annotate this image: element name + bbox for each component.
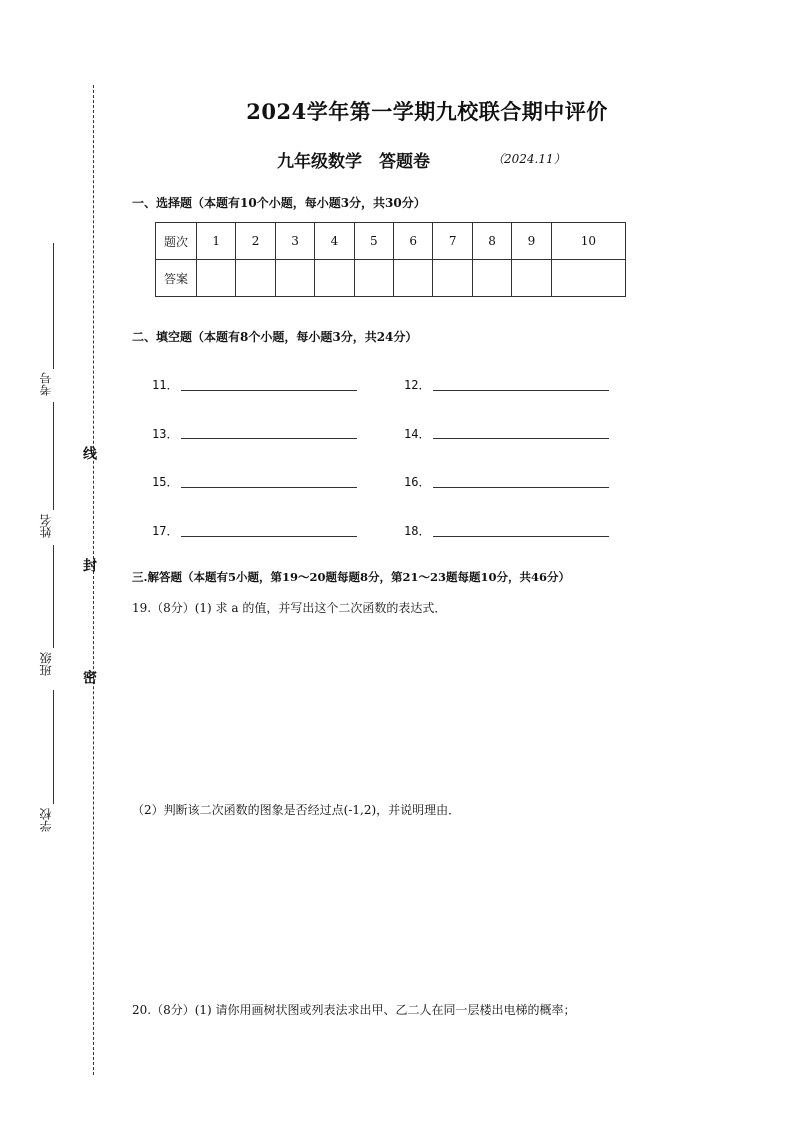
blank-label-14: 14． <box>404 427 431 441</box>
question-number-cell: 4 <box>315 223 354 260</box>
answer-cell[interactable] <box>315 260 354 297</box>
answer-cell[interactable] <box>275 260 314 297</box>
question-19-part-1: 19.（8分）(1) 求 a 的值，并写出这个二次函数的表达式． <box>132 601 447 615</box>
answer-area-20-1[interactable] <box>132 1020 652 1100</box>
blank-label-13: 13． <box>152 427 179 441</box>
blank-line-13[interactable] <box>181 438 357 439</box>
blank-label-11: 11． <box>152 378 179 392</box>
question-number-cell: 1 <box>197 223 236 260</box>
question-number-cell: 5 <box>354 223 393 260</box>
blank-line-16[interactable] <box>433 487 609 488</box>
row-label-answer: 答案 <box>156 260 197 297</box>
answer-cell[interactable] <box>236 260 275 297</box>
blank-line-18[interactable] <box>433 536 609 537</box>
page-subtitle: 九年级数学 答题卷 <box>277 152 430 172</box>
question-number-cell: 8 <box>472 223 511 260</box>
table-row-question-numbers <box>156 223 626 260</box>
field-label-school: 学校 <box>39 808 53 832</box>
question-20-part-1: 20.（8分）(1) 请你用画树状图或列表法求出甲、乙二人在同一层楼出电梯的概率； <box>132 1003 576 1017</box>
section-multiple-choice-heading: 一、选择题（本题有10个小题，每小题3分，共30分） <box>132 196 426 210</box>
question-number-cell: 7 <box>433 223 472 260</box>
answer-area-19-1[interactable] <box>132 618 652 788</box>
blank-line-17[interactable] <box>181 536 357 537</box>
table-row-answers <box>156 260 626 297</box>
section-solutions-heading: 三.解答题（本题有5小题，第19～20题每题8分，第21～23题每题10分，共46分） <box>132 570 571 584</box>
blank-label-15: 15． <box>152 475 179 489</box>
answer-area-19-2[interactable] <box>132 820 652 990</box>
answer-cell[interactable] <box>394 260 433 297</box>
question-number-cell: 9 <box>512 223 551 260</box>
row-label-question: 题次 <box>156 223 197 260</box>
field-line-school[interactable] <box>53 690 54 804</box>
answer-cell[interactable] <box>551 260 625 297</box>
question-number-cell: 2 <box>236 223 275 260</box>
answer-cell[interactable] <box>472 260 511 297</box>
answer-table <box>155 222 626 297</box>
blank-line-15[interactable] <box>181 487 357 488</box>
question-number-cell: 6 <box>394 223 433 260</box>
field-line-name[interactable] <box>53 402 54 510</box>
binding-word-secret: 密 <box>81 670 97 684</box>
question-number-cell: 3 <box>275 223 314 260</box>
field-line-exam-number[interactable] <box>53 243 54 369</box>
question-19-part-2: （2）判断该二次函数的图象是否经过点(-1,2)，并说明理由． <box>132 803 461 817</box>
field-label-exam-number: 考号 <box>39 372 53 396</box>
blank-label-18: 18． <box>404 524 431 538</box>
section-fill-blank-heading: 二、填空题（本题有8个小题，每小题3分，共24分） <box>132 330 418 344</box>
blank-label-16: 16． <box>404 475 431 489</box>
binding-dashed-line <box>93 85 94 1075</box>
answer-cell[interactable] <box>354 260 393 297</box>
field-line-class[interactable] <box>53 545 54 648</box>
binding-word-seal: 封 <box>81 558 97 572</box>
blank-line-11[interactable] <box>181 390 357 391</box>
field-label-class: 班级 <box>39 652 53 676</box>
blank-label-17: 17． <box>152 524 179 538</box>
field-label-name: 姓名 <box>39 514 53 538</box>
blank-line-12[interactable] <box>433 390 609 391</box>
page-title: 2024学年第一学期九校联合期中评价 <box>246 99 608 124</box>
exam-date: （2024.11） <box>492 152 566 166</box>
answer-cell[interactable] <box>512 260 551 297</box>
blank-line-14[interactable] <box>433 438 609 439</box>
question-number-cell: 10 <box>551 223 625 260</box>
blank-label-12: 12． <box>404 378 431 392</box>
binding-word-line: 线 <box>81 446 97 460</box>
answer-cell[interactable] <box>433 260 472 297</box>
answer-cell[interactable] <box>197 260 236 297</box>
